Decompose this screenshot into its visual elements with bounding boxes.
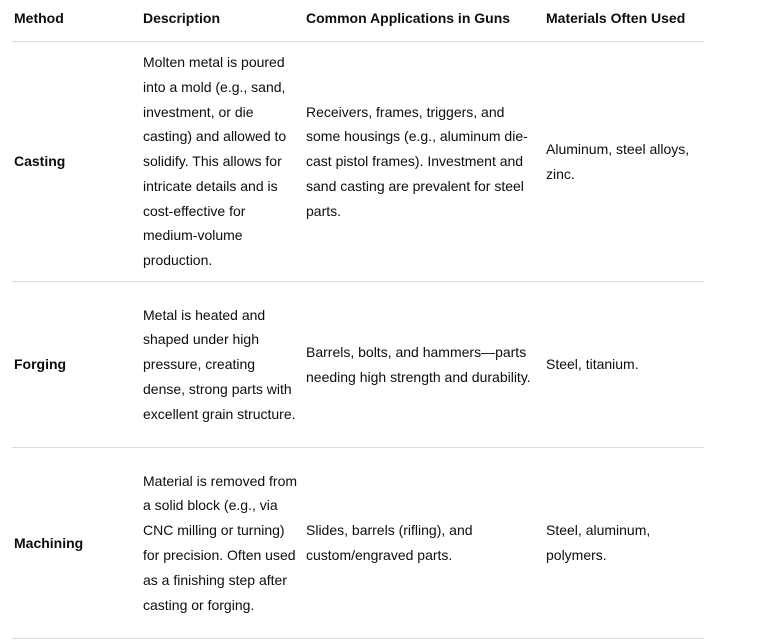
- table-row: [12, 448, 704, 639]
- cell-description: Material is removed from a solid block (e.g., via CNC milling or turning) for precision. Often used as a finishing step after casting or forging.: [141, 448, 304, 639]
- cell-method: Casting: [12, 42, 141, 282]
- header-row: [12, 0, 704, 42]
- cell-method: Forging: [12, 282, 141, 448]
- cell-method: Machining: [12, 448, 141, 639]
- header-applications: Common Applications in Guns: [304, 0, 544, 42]
- header-method: Method: [12, 0, 141, 42]
- cell-description: Metal is heated and shaped under high pressure, creating dense, strong parts with excellent grain structure.: [141, 282, 304, 448]
- manufacturing-methods-table: [12, 0, 704, 639]
- header-materials: Materials Often Used: [544, 0, 704, 42]
- table-header: [12, 0, 704, 42]
- cell-materials: Steel, titanium.: [544, 282, 704, 448]
- cell-materials: Aluminum, steel alloys, zinc.: [544, 42, 704, 282]
- table-body: [12, 42, 704, 639]
- header-description: Description: [141, 0, 304, 42]
- cell-description: Molten metal is poured into a mold (e.g., sand, investment, or die casting) and allowed to solidify. This allows for intricate details and is cost-effective for medium-volume production.: [141, 42, 304, 282]
- table-row: [12, 42, 704, 282]
- cell-applications: Slides, barrels (rifling), and custom/engraved parts.: [304, 448, 544, 639]
- cell-applications: Receivers, frames, triggers, and some housings (e.g., aluminum die-cast pistol frames). Investment and sand casting are prevalent for steel parts.: [304, 42, 544, 282]
- table-row: [12, 282, 704, 448]
- cell-materials: Steel, aluminum, polymers.: [544, 448, 704, 639]
- cell-applications: Barrels, bolts, and hammers—parts needing high strength and durability.: [304, 282, 544, 448]
